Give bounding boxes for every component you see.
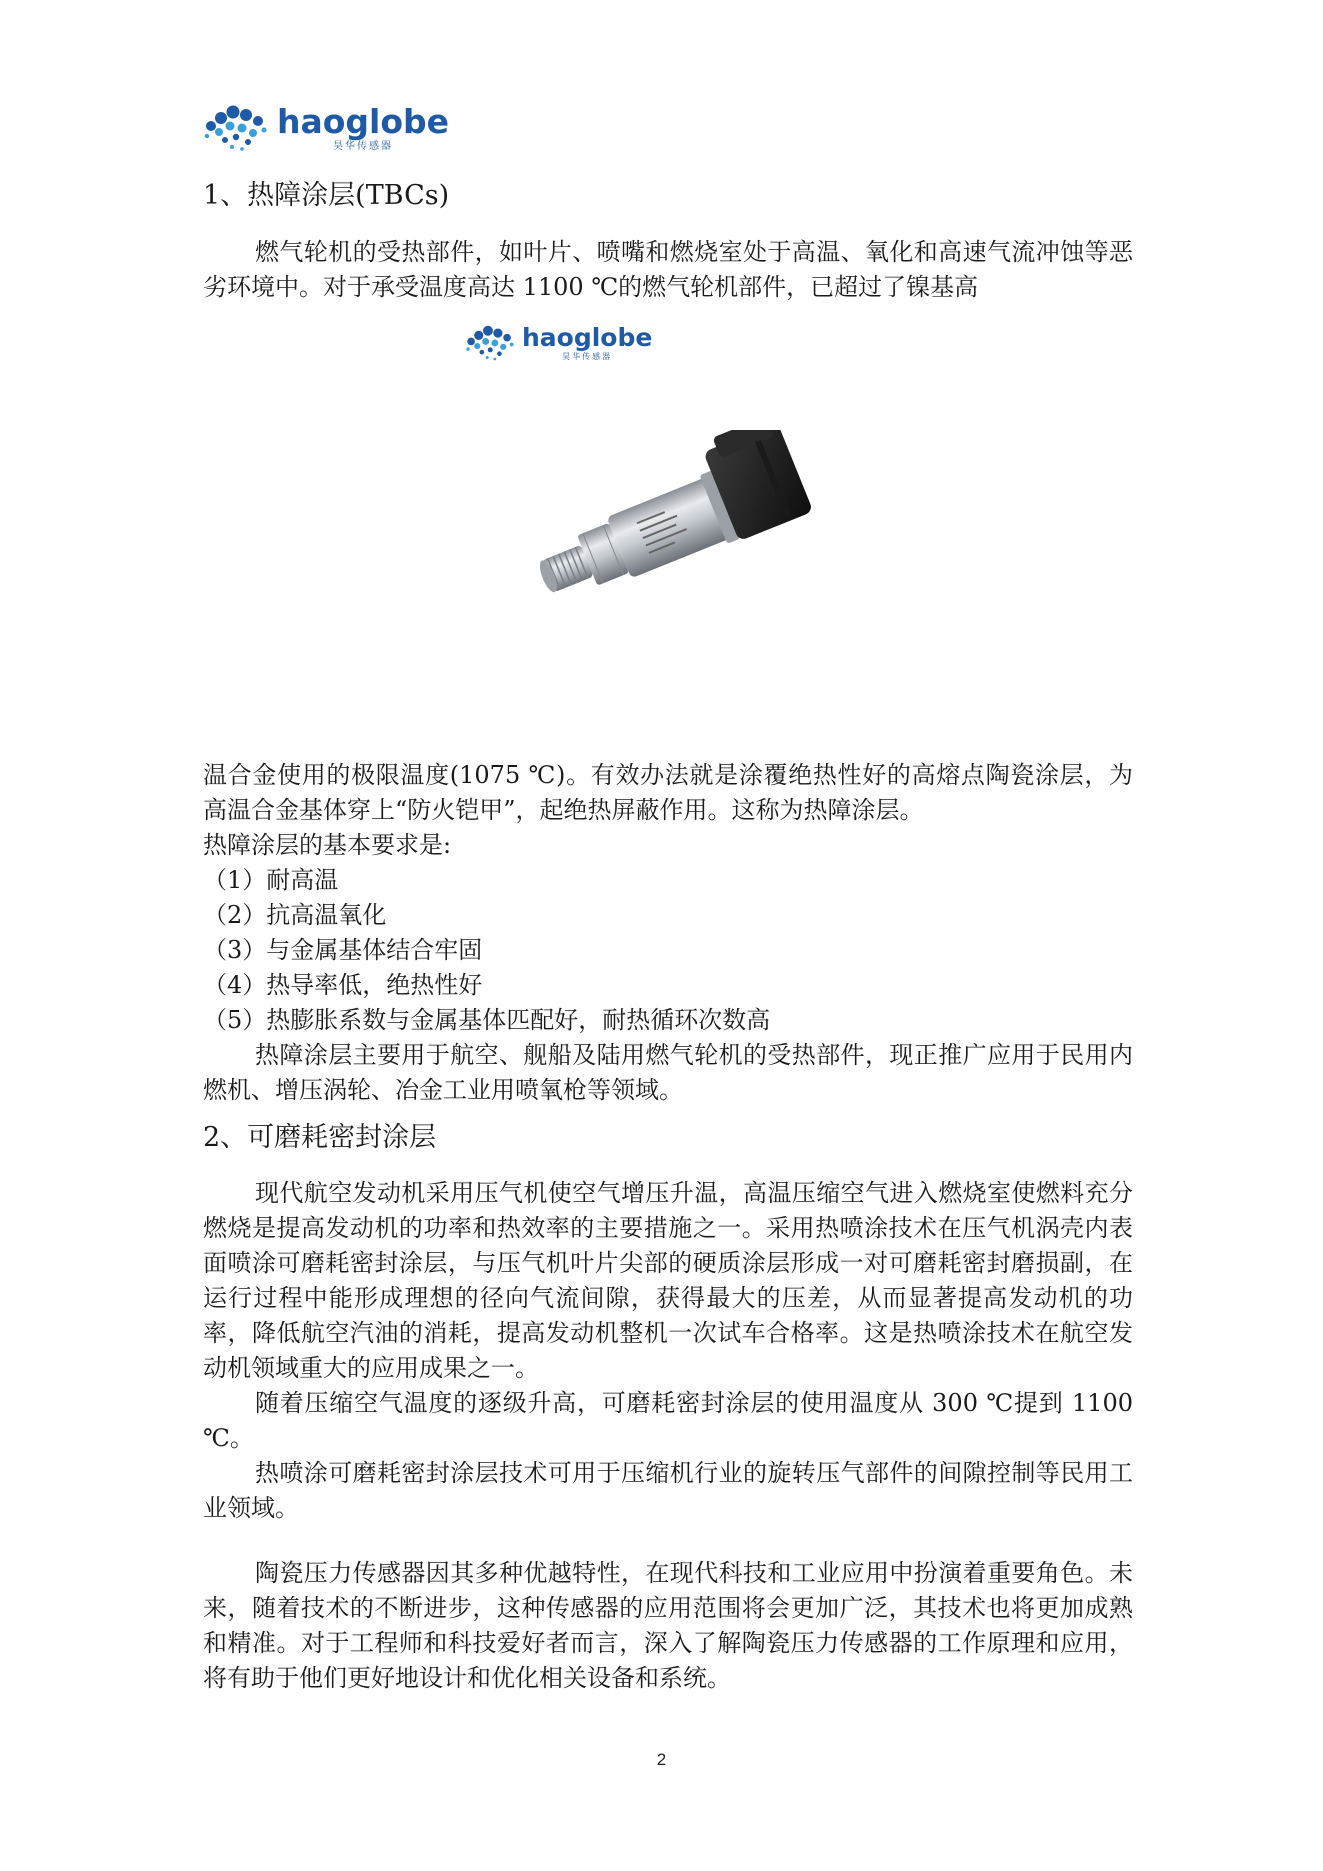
pressure-sensor-image — [520, 430, 820, 624]
requirement-item: （1）耐高温 — [203, 866, 339, 894]
section1-intro: 燃气轮机的受热部件，如叶片、喷嘴和燃烧室处于高温、氧化和高速气流冲蚀等恶劣环境中。对于承受温度高达 1100 ℃的燃气轮机部件，已超过了镍基高 — [203, 238, 1133, 301]
page-number: 2 — [656, 1750, 667, 1769]
product-logo — [465, 324, 652, 362]
requirement-item: （3）与金属基体结合牢固 — [203, 936, 483, 964]
product-logo-name: haoglobe — [522, 323, 653, 352]
logo-name: haoglobe — [277, 101, 450, 141]
conclusion-block — [203, 1556, 1133, 1696]
section1-heading: 1、热障涂层(TBCs) — [203, 180, 450, 211]
requirement-item: （2）抗高温氧化 — [203, 901, 387, 929]
section1-continuation: 温合金使用的极限温度(1075 ℃)。有效办法就是涂覆绝热性好的高熔点陶瓷涂层，为高温合金基体穿上“防火铠甲”，起绝热屏蔽作用。这称为热障涂层。 — [203, 761, 1133, 824]
section2-paragraph-3: 热喷涂可磨耗密封涂层技术可用于压缩机行业的旋转压气部件的间隙控制等民用工业领域。 — [203, 1459, 1133, 1522]
section2-body-block — [203, 1176, 1133, 1526]
section1-continuation-block — [203, 758, 1133, 1108]
haoglobe-logo-icon — [465, 324, 517, 362]
requirement-item: （5）热膨胀系数与金属基体匹配好，耐热循环次数高 — [203, 1006, 771, 1034]
header-logo — [203, 101, 450, 152]
haoglobe-logo-icon — [203, 104, 271, 152]
logo-subtitle: 昊华传感器 — [333, 140, 394, 152]
requirement-item: （4）热导率低，绝热性好 — [203, 971, 483, 999]
section2-heading: 2、可磨耗密封涂层 — [203, 1122, 437, 1153]
section1-applications: 热障涂层主要用于航空、舰船及陆用燃气轮机的受热部件，现正推广应用于民用内燃机、增压涡轮、冶金工业用喷氧枪等领域。 — [203, 1041, 1133, 1104]
section2-paragraph-2: 随着压缩空气温度的逐级升高，可磨耗密封涂层的使用温度从 300 ℃提到 1100 ℃。 — [203, 1389, 1133, 1452]
product-logo-subtitle: 昊华传感器 — [562, 352, 613, 361]
requirements-title: 热障涂层的基本要求是: — [203, 831, 452, 859]
section2-paragraph-1: 现代航空发动机采用压气机使空气增压升温，高温压缩空气进入燃烧室使燃料充分燃烧是提高发动机的功率和热效率的主要措施之一。采用热喷涂技术在压气机涡壳内表面喷涂可磨耗密封涂层，与压气机叶片尖部的硬质涂层形成一对可磨耗密封磨损副，在运行过程中能形成理想的径向气流间隙，获得最大的压差，从而显著提高发动机的功率，降低航空汽油的消耗，提高发动机整机一次试车合格率。这是热喷涂技术在航空发动机领域重大的应用成果之一。 — [203, 1179, 1133, 1382]
section1-intro-block — [203, 235, 1133, 305]
conclusion-paragraph: 陶瓷压力传感器因其多种优越特性，在现代科技和工业应用中扮演着重要角色。未来，随着技术的不断进步，这种传感器的应用范围将会更加广泛，其技术也将更加成熟和精准。对于工程师和科技爱好者而言，深入了解陶瓷压力传感器的工作原理和应用，将有助于他们更好地设计和优化相关设备和系统。 — [203, 1559, 1133, 1692]
